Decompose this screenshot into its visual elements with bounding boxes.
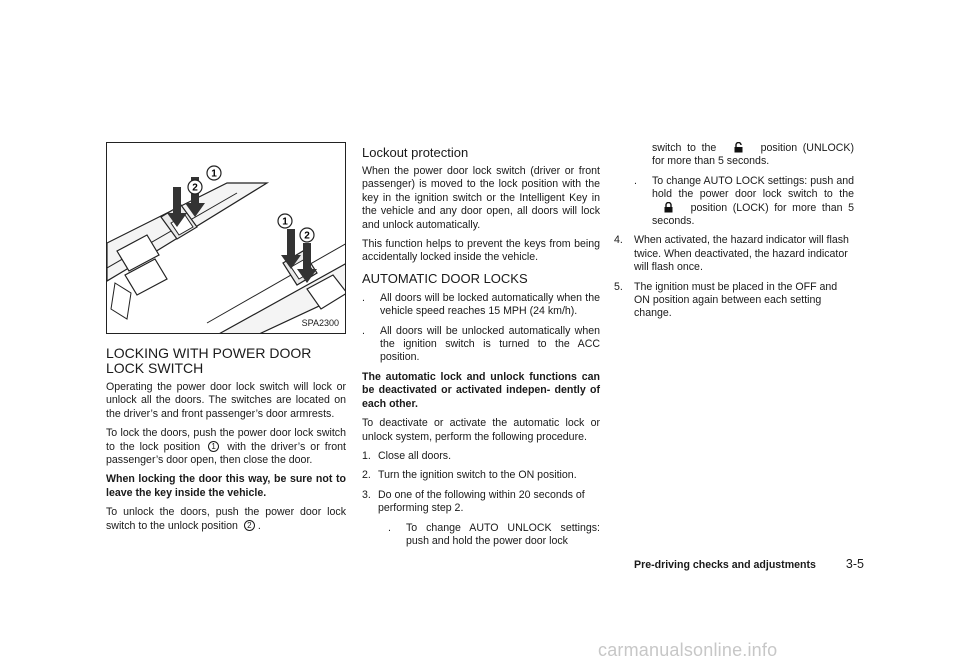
- step-text: The ignition must be placed in the OFF and ON position again between each setting change.: [634, 280, 838, 320]
- paragraph-text: To change AUTO LOCK settings: push and hold the power door lock switch to the: [652, 174, 854, 201]
- step-number: 1.: [362, 449, 371, 462]
- page-footer: [634, 557, 864, 573]
- paragraph-text: position (LOCK) for more than 5 seconds.: [652, 201, 854, 228]
- step-text: Close all doors.: [378, 449, 452, 462]
- list-item-text: [652, 175, 854, 229]
- sub-list-item: [388, 522, 600, 549]
- paragraph: This function helps to prevent the keys from being accidentally locked inside the vehicle.: [362, 238, 600, 264]
- step-item: [614, 281, 854, 321]
- list-item: [362, 292, 600, 319]
- step-number: 2.: [362, 469, 371, 482]
- step-number: 4.: [614, 234, 623, 247]
- list-item-text: To change AUTO UNLOCK settings: push and hold the power door lock: [406, 521, 600, 547]
- step-number: 3.: [362, 488, 371, 501]
- section-title: Pre-driving checks and adjustments: [634, 559, 816, 571]
- column-3: [614, 142, 854, 327]
- step-text: Do one of the following within 20 seconds of performing step 2.: [378, 488, 585, 515]
- paragraph-text: with the driver’s or front passenger’s door open, then close the door.: [106, 440, 346, 467]
- paragraph-unlock-instructions: [106, 506, 346, 533]
- unlock-icon: [734, 142, 743, 153]
- paragraph-text: position (UNLOCK) for more than 5 seconds.: [652, 142, 854, 168]
- step-item: [614, 234, 854, 274]
- bold-paragraph: The automatic lock and unlock functions can be deactivated or activated indepen- dently of each other.: [362, 370, 600, 410]
- bullet-icon: .: [362, 291, 365, 304]
- callout-label: 1: [211, 168, 217, 180]
- callout-label: 1: [282, 216, 288, 228]
- list-item-text: All doors will be unlocked automatically when the ignition switch is turned to the ACC position.: [380, 324, 600, 364]
- column-1: [106, 142, 346, 539]
- callout-2-icon: 2: [244, 520, 255, 531]
- watermark: carmanualsonline.info: [598, 640, 778, 660]
- step-item: [362, 469, 600, 482]
- list-item-text: All doors will be locked automatically when the vehicle speed reaches 15 MPH (24 km/h).: [380, 291, 600, 318]
- paragraph-text: To lock the doors, push the power door lock switch to the lock position: [106, 427, 346, 453]
- callout-label: 2: [304, 230, 310, 242]
- step-item: [362, 450, 600, 463]
- step-text: When activated, the hazard indicator will flash twice. When deactivated, the hazard indicator will flash once.: [634, 234, 849, 274]
- step-number: 5.: [614, 280, 623, 293]
- paragraph-text: To unlock the doors, push the power door lock switch to the unlock position: [106, 506, 346, 532]
- paragraph-text: .: [257, 519, 261, 532]
- callout-1-icon: 1: [208, 441, 219, 452]
- page-number: 3-5: [845, 557, 864, 571]
- door-lock-switch-figure: [106, 142, 346, 334]
- paragraph: Operating the power door lock switch will lock or unlock all the doors. The switches are located on the driver’s and front passenger’s door armrests.: [106, 381, 346, 420]
- door-lock-switch-illustration: [107, 143, 346, 334]
- continued-text: [652, 142, 854, 169]
- sub-list-item: [634, 175, 854, 229]
- bullet-icon: .: [388, 521, 391, 534]
- paragraph: When the power door lock switch (driver or front passenger) is moved to the lock position with the key in the ignition switch or the Intelligent Key in the vehicle and any door open, all doors will lock and unlock automatically.: [362, 165, 600, 231]
- step-item: [362, 489, 600, 516]
- paragraph: To deactivate or activate the automatic lock or unlock system, perform the following procedure.: [362, 417, 600, 443]
- bullet-icon: .: [362, 324, 365, 337]
- lock-icon: [664, 202, 673, 213]
- paragraph-lock-instructions: [106, 427, 346, 467]
- step-text: Turn the ignition switch to the ON position.: [378, 469, 577, 482]
- subsection-heading: Lockout protection: [362, 145, 469, 160]
- warning-paragraph: When locking the door this way, be sure not to leave the key inside the vehicle.: [106, 473, 346, 499]
- section-heading: LOCKING WITH POWER DOOR LOCK SWITCH: [106, 345, 312, 376]
- figure-id: SPA2300: [301, 317, 339, 328]
- paragraph-text: switch to the: [652, 142, 717, 154]
- column-2: [362, 142, 600, 554]
- bullet-icon: .: [634, 174, 637, 187]
- list-item: [362, 325, 600, 365]
- callout-label: 2: [192, 182, 198, 194]
- section-heading: AUTOMATIC DOOR LOCKS: [362, 270, 528, 286]
